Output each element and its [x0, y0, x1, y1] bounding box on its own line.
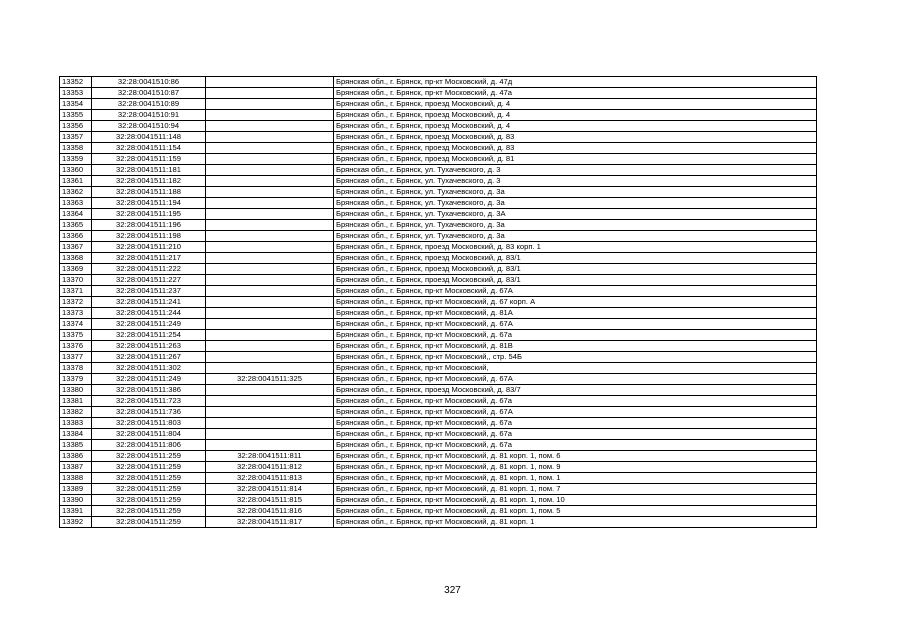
row-number-cell: 13363 — [60, 198, 92, 209]
row-number-cell: 13368 — [60, 253, 92, 264]
table-row — [60, 187, 817, 198]
row-number-cell: 13372 — [60, 297, 92, 308]
address-cell: Брянская обл., г. Брянск, проезд Московский, д. 83/1 — [334, 264, 817, 275]
address-cell: Брянская обл., г. Брянск, проезд Московский, д. 83/7 — [334, 385, 817, 396]
address-cell: Брянская обл., г. Брянск, пр-кт Московский, д. 81В — [334, 341, 817, 352]
address-cell: Брянская обл., г. Брянск, ул. Тухачевского, д. 3 — [334, 165, 817, 176]
address-cell: Брянская обл., г. Брянск, пр-кт Московский, — [334, 363, 817, 374]
address-cell: Брянская обл., г. Брянск, проезд Московский, д. 4 — [334, 110, 817, 121]
parent-cadastral-cell — [206, 99, 334, 110]
table-row — [60, 132, 817, 143]
address-cell: Брянская обл., г. Брянск, пр-кт Московский, д. 67 корп. А — [334, 297, 817, 308]
row-number-cell: 13385 — [60, 440, 92, 451]
parent-cadastral-cell — [206, 407, 334, 418]
table-row — [60, 121, 817, 132]
row-number-cell: 13359 — [60, 154, 92, 165]
parent-cadastral-cell — [206, 77, 334, 88]
parent-cadastral-cell — [206, 330, 334, 341]
page-number: 327 — [444, 585, 461, 596]
address-cell: Брянская обл., г. Брянск, проезд Московский, д. 83 — [334, 132, 817, 143]
parent-cadastral-cell — [206, 440, 334, 451]
address-cell: Брянская обл., г. Брянск, пр-кт Московский, д. 67а — [334, 418, 817, 429]
parent-cadastral-cell — [206, 286, 334, 297]
row-number-cell: 13387 — [60, 462, 92, 473]
table-row — [60, 198, 817, 209]
cadastral-number-cell: 32:28:0041511:259 — [92, 462, 206, 473]
registry-table-body — [60, 77, 817, 528]
address-cell: Брянская обл., г. Брянск, пр-кт Московский, д. 47а — [334, 88, 817, 99]
row-number-cell: 13383 — [60, 418, 92, 429]
table-row — [60, 330, 817, 341]
cadastral-number-cell: 32:28:0041511:267 — [92, 352, 206, 363]
cadastral-number-cell: 32:28:0041511:241 — [92, 297, 206, 308]
table-row — [60, 176, 817, 187]
parent-cadastral-cell: 32:28:0041511:811 — [206, 451, 334, 462]
address-cell: Брянская обл., г. Брянск, проезд Московский, д. 83 корп. 1 — [334, 242, 817, 253]
cadastral-number-cell: 32:28:0041511:154 — [92, 143, 206, 154]
row-number-cell: 13380 — [60, 385, 92, 396]
parent-cadastral-cell — [206, 352, 334, 363]
table-row — [60, 473, 817, 484]
cadastral-number-cell: 32:28:0041511:254 — [92, 330, 206, 341]
row-number-cell: 13353 — [60, 88, 92, 99]
address-cell: Брянская обл., г. Брянск, проезд Московский, д. 83/1 — [334, 253, 817, 264]
address-cell: Брянская обл., г. Брянск, пр-кт Московский, д. 81 корп. 1, пом. 6 — [334, 451, 817, 462]
cadastral-number-cell: 32:28:0041511:723 — [92, 396, 206, 407]
cadastral-number-cell: 32:28:0041511:263 — [92, 341, 206, 352]
table-row — [60, 231, 817, 242]
registry-table — [59, 76, 817, 528]
table-row — [60, 253, 817, 264]
address-cell: Брянская обл., г. Брянск, пр-кт Московский, д. 67а — [334, 396, 817, 407]
parent-cadastral-cell — [206, 297, 334, 308]
row-number-cell: 13378 — [60, 363, 92, 374]
parent-cadastral-cell: 32:28:0041511:813 — [206, 473, 334, 484]
row-number-cell: 13369 — [60, 264, 92, 275]
address-cell: Брянская обл., г. Брянск, пр-кт Московский, д. 81 корп. 1, пом. 10 — [334, 495, 817, 506]
cadastral-number-cell: 32:28:0041511:159 — [92, 154, 206, 165]
cadastral-number-cell: 32:28:0041510:94 — [92, 121, 206, 132]
address-cell: Брянская обл., г. Брянск, пр-кт Московский, д. 67А — [334, 374, 817, 385]
row-number-cell: 13365 — [60, 220, 92, 231]
cadastral-number-cell: 32:28:0041510:86 — [92, 77, 206, 88]
table-row — [60, 341, 817, 352]
parent-cadastral-cell — [206, 176, 334, 187]
parent-cadastral-cell — [206, 242, 334, 253]
parent-cadastral-cell: 32:28:0041511:815 — [206, 495, 334, 506]
cadastral-number-cell: 32:28:0041511:227 — [92, 275, 206, 286]
parent-cadastral-cell: 32:28:0041511:816 — [206, 506, 334, 517]
row-number-cell: 13364 — [60, 209, 92, 220]
row-number-cell: 13377 — [60, 352, 92, 363]
row-number-cell: 13374 — [60, 319, 92, 330]
cadastral-number-cell: 32:28:0041511:148 — [92, 132, 206, 143]
parent-cadastral-cell — [206, 253, 334, 264]
address-cell: Брянская обл., г. Брянск, проезд Московский, д. 4 — [334, 99, 817, 110]
table-row — [60, 77, 817, 88]
table-row — [60, 484, 817, 495]
table-row — [60, 264, 817, 275]
cadastral-number-cell: 32:28:0041511:259 — [92, 506, 206, 517]
row-number-cell: 13367 — [60, 242, 92, 253]
row-number-cell: 13390 — [60, 495, 92, 506]
table-row — [60, 462, 817, 473]
row-number-cell: 13362 — [60, 187, 92, 198]
row-number-cell: 13375 — [60, 330, 92, 341]
table-row — [60, 506, 817, 517]
row-number-cell: 13361 — [60, 176, 92, 187]
address-cell: Брянская обл., г. Брянск, пр-кт Московский, д. 81 корп. 1, пом. 5 — [334, 506, 817, 517]
table-row — [60, 209, 817, 220]
cadastral-number-cell: 32:28:0041511:244 — [92, 308, 206, 319]
parent-cadastral-cell — [206, 154, 334, 165]
table-row — [60, 374, 817, 385]
address-cell: Брянская обл., г. Брянск, ул. Тухачевского, д. 3 — [334, 176, 817, 187]
cadastral-number-cell: 32:28:0041511:736 — [92, 407, 206, 418]
table-row — [60, 319, 817, 330]
parent-cadastral-cell — [206, 396, 334, 407]
cadastral-number-cell: 32:28:0041511:249 — [92, 319, 206, 330]
address-cell: Брянская обл., г. Брянск, проезд Московский, д. 83 — [334, 143, 817, 154]
row-number-cell: 13389 — [60, 484, 92, 495]
row-number-cell: 13371 — [60, 286, 92, 297]
parent-cadastral-cell — [206, 308, 334, 319]
row-number-cell: 13388 — [60, 473, 92, 484]
cadastral-number-cell: 32:28:0041511:259 — [92, 484, 206, 495]
cadastral-number-cell: 32:28:0041511:806 — [92, 440, 206, 451]
parent-cadastral-cell — [206, 341, 334, 352]
address-cell: Брянская обл., г. Брянск, пр-кт Московский, д. 81 корп. 1, пом. 7 — [334, 484, 817, 495]
table-row — [60, 517, 817, 528]
address-cell: Брянская обл., г. Брянск, пр-кт Московский, д. 67А — [334, 407, 817, 418]
cadastral-number-cell: 32:28:0041511:259 — [92, 495, 206, 506]
parent-cadastral-cell — [206, 121, 334, 132]
cadastral-number-cell: 32:28:0041511:182 — [92, 176, 206, 187]
cadastral-number-cell: 32:28:0041511:386 — [92, 385, 206, 396]
cadastral-number-cell: 32:28:0041511:259 — [92, 473, 206, 484]
row-number-cell: 13352 — [60, 77, 92, 88]
cadastral-number-cell: 32:28:0041510:91 — [92, 110, 206, 121]
table-row — [60, 418, 817, 429]
table-row — [60, 242, 817, 253]
parent-cadastral-cell — [206, 363, 334, 374]
row-number-cell: 13382 — [60, 407, 92, 418]
table-row — [60, 429, 817, 440]
parent-cadastral-cell — [206, 165, 334, 176]
cadastral-number-cell: 32:28:0041511:194 — [92, 198, 206, 209]
parent-cadastral-cell — [206, 231, 334, 242]
address-cell: Брянская обл., г. Брянск, пр-кт Московский, д. 81А — [334, 308, 817, 319]
table-row — [60, 440, 817, 451]
row-number-cell: 13356 — [60, 121, 92, 132]
address-cell: Брянская обл., г. Брянск, ул. Тухачевского, д. 3а — [334, 187, 817, 198]
table-row — [60, 143, 817, 154]
cadastral-number-cell: 32:28:0041510:89 — [92, 99, 206, 110]
cadastral-number-cell: 32:28:0041511:249 — [92, 374, 206, 385]
row-number-cell: 13392 — [60, 517, 92, 528]
address-cell: Брянская обл., г. Брянск, пр-кт Московский, д. 81 корп. 1 — [334, 517, 817, 528]
cadastral-number-cell: 32:28:0041511:198 — [92, 231, 206, 242]
table-row — [60, 495, 817, 506]
address-cell: Брянская обл., г. Брянск, пр-кт Московский, д. 67а — [334, 429, 817, 440]
parent-cadastral-cell: 32:28:0041511:812 — [206, 462, 334, 473]
address-cell: Брянская обл., г. Брянск, пр-кт Московский, д. 67А — [334, 319, 817, 330]
table-row — [60, 154, 817, 165]
row-number-cell: 13376 — [60, 341, 92, 352]
table-row — [60, 297, 817, 308]
table-row — [60, 451, 817, 462]
row-number-cell: 13354 — [60, 99, 92, 110]
table-row — [60, 363, 817, 374]
parent-cadastral-cell — [206, 275, 334, 286]
parent-cadastral-cell — [206, 220, 334, 231]
table-row — [60, 407, 817, 418]
table-row — [60, 110, 817, 121]
cadastral-number-cell: 32:28:0041511:217 — [92, 253, 206, 264]
row-number-cell: 13360 — [60, 165, 92, 176]
parent-cadastral-cell — [206, 429, 334, 440]
address-cell: Брянская обл., г. Брянск, ул. Тухачевского, д. 3а — [334, 198, 817, 209]
address-cell: Брянская обл., г. Брянск, ул. Тухачевского, д. 3а — [334, 231, 817, 242]
address-cell: Брянская обл., г. Брянск, ул. Тухачевского, д. 3А — [334, 209, 817, 220]
parent-cadastral-cell — [206, 385, 334, 396]
cadastral-number-cell: 32:28:0041511:804 — [92, 429, 206, 440]
address-cell: Брянская обл., г. Брянск, проезд Московский, д. 4 — [334, 121, 817, 132]
address-cell: Брянская обл., г. Брянск, пр-кт Московский, д. 67а — [334, 440, 817, 451]
cadastral-number-cell: 32:28:0041511:195 — [92, 209, 206, 220]
table-row — [60, 286, 817, 297]
cadastral-number-cell: 32:28:0041511:302 — [92, 363, 206, 374]
address-cell: Брянская обл., г. Брянск, проезд Московский, д. 83/1 — [334, 275, 817, 286]
table-row — [60, 88, 817, 99]
table-row — [60, 352, 817, 363]
address-cell: Брянская обл., г. Брянск, пр-кт Московский, д. 47д — [334, 77, 817, 88]
table-row — [60, 220, 817, 231]
table-row — [60, 385, 817, 396]
parent-cadastral-cell — [206, 418, 334, 429]
cadastral-number-cell: 32:28:0041511:259 — [92, 451, 206, 462]
cadastral-number-cell: 32:28:0041511:803 — [92, 418, 206, 429]
address-cell: Брянская обл., г. Брянск, пр-кт Московский, д. 67а — [334, 330, 817, 341]
table-row — [60, 308, 817, 319]
row-number-cell: 13358 — [60, 143, 92, 154]
parent-cadastral-cell — [206, 132, 334, 143]
cadastral-number-cell: 32:28:0041511:259 — [92, 517, 206, 528]
row-number-cell: 13391 — [60, 506, 92, 517]
cadastral-number-cell: 32:28:0041511:188 — [92, 187, 206, 198]
cadastral-number-cell: 32:28:0041511:237 — [92, 286, 206, 297]
table-row — [60, 99, 817, 110]
row-number-cell: 13381 — [60, 396, 92, 407]
parent-cadastral-cell: 32:28:0041511:817 — [206, 517, 334, 528]
row-number-cell: 13370 — [60, 275, 92, 286]
parent-cadastral-cell — [206, 110, 334, 121]
parent-cadastral-cell — [206, 264, 334, 275]
cadastral-number-cell: 32:28:0041511:181 — [92, 165, 206, 176]
parent-cadastral-cell — [206, 198, 334, 209]
table-row — [60, 165, 817, 176]
row-number-cell: 13386 — [60, 451, 92, 462]
address-cell: Брянская обл., г. Брянск, пр-кт Московский, д. 81 корп. 1, пом. 1 — [334, 473, 817, 484]
cadastral-number-cell: 32:28:0041511:222 — [92, 264, 206, 275]
table-row — [60, 275, 817, 286]
address-cell: Брянская обл., г. Брянск, ул. Тухачевского, д. 3а — [334, 220, 817, 231]
row-number-cell: 13379 — [60, 374, 92, 385]
parent-cadastral-cell — [206, 88, 334, 99]
address-cell: Брянская обл., г. Брянск, пр-кт Московский, д. 81 корп. 1, пом. 9 — [334, 462, 817, 473]
row-number-cell: 13366 — [60, 231, 92, 242]
cadastral-number-cell: 32:28:0041511:210 — [92, 242, 206, 253]
row-number-cell: 13373 — [60, 308, 92, 319]
parent-cadastral-cell — [206, 319, 334, 330]
address-cell: Брянская обл., г. Брянск, пр-кт Московский,, стр. 54Б — [334, 352, 817, 363]
table-row — [60, 396, 817, 407]
parent-cadastral-cell — [206, 209, 334, 220]
parent-cadastral-cell: 32:28:0041511:814 — [206, 484, 334, 495]
parent-cadastral-cell — [206, 143, 334, 154]
cadastral-number-cell: 32:28:0041510:87 — [92, 88, 206, 99]
address-cell: Брянская обл., г. Брянск, проезд Московский, д. 81 — [334, 154, 817, 165]
row-number-cell: 13355 — [60, 110, 92, 121]
parent-cadastral-cell: 32:28:0041511:325 — [206, 374, 334, 385]
address-cell: Брянская обл., г. Брянск, пр-кт Московский, д. 67А — [334, 286, 817, 297]
row-number-cell: 13384 — [60, 429, 92, 440]
cadastral-number-cell: 32:28:0041511:196 — [92, 220, 206, 231]
row-number-cell: 13357 — [60, 132, 92, 143]
parent-cadastral-cell — [206, 187, 334, 198]
